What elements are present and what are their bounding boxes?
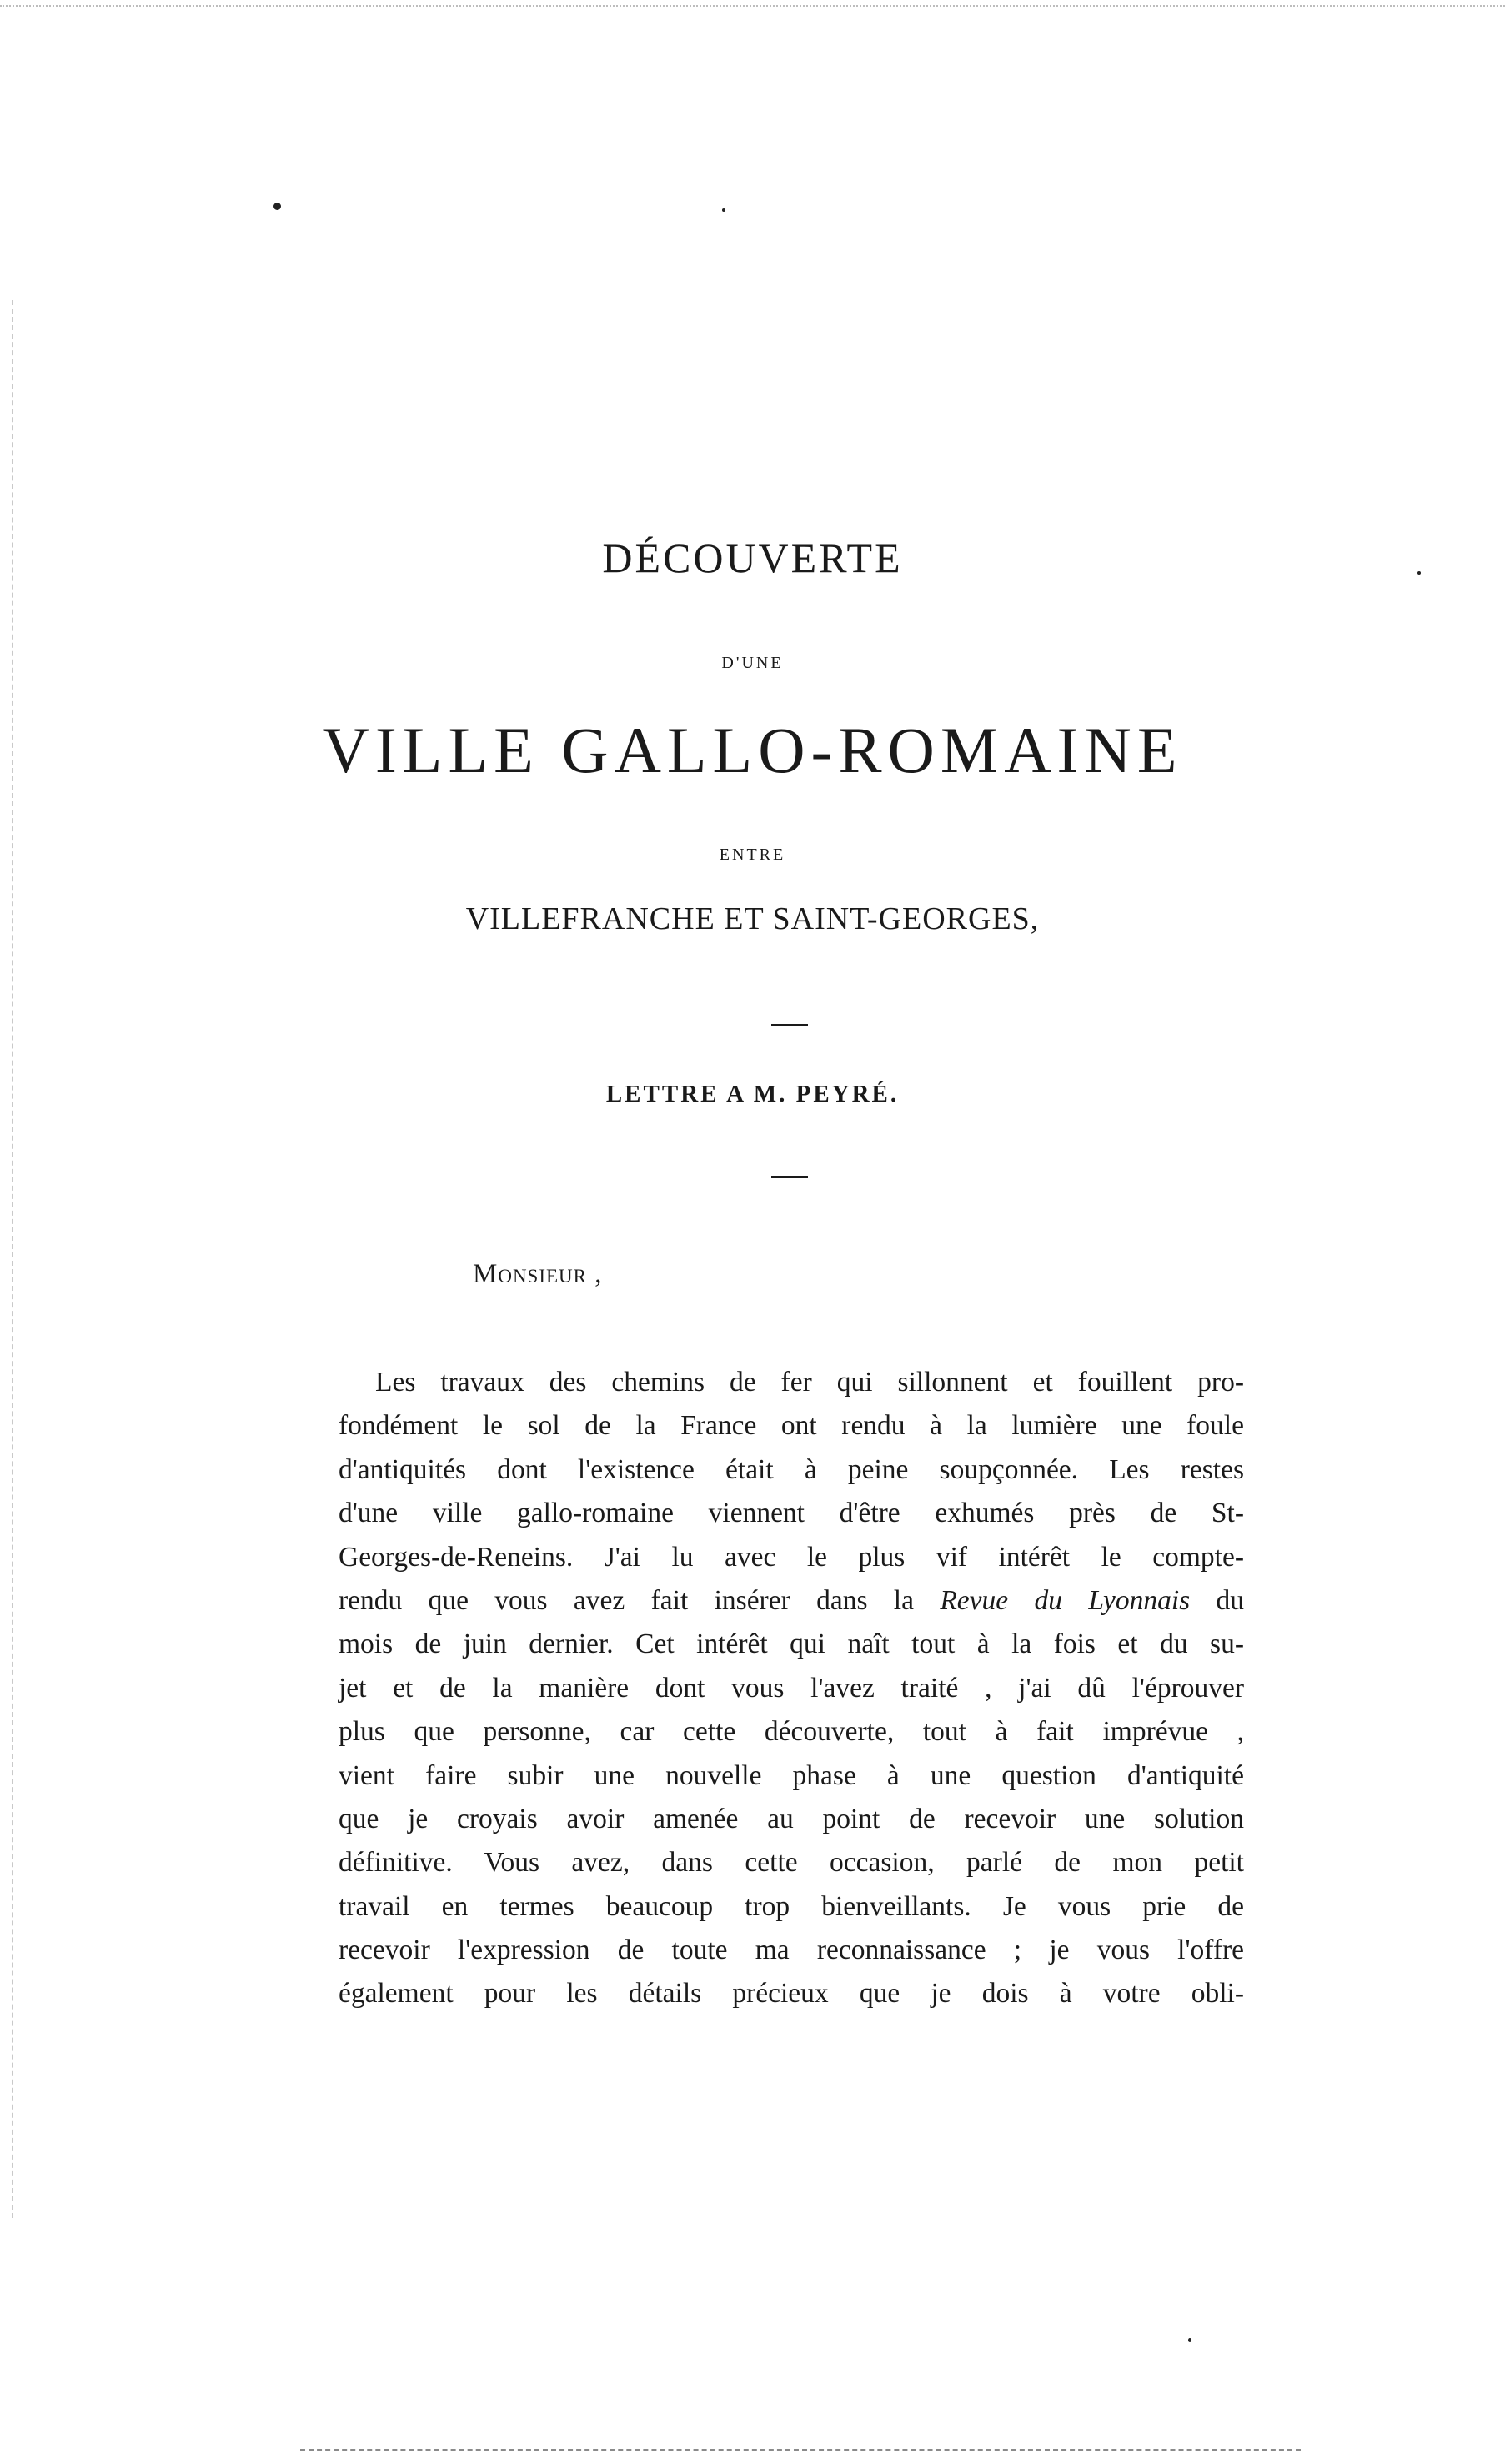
title-ville-gallo-romaine: VILLE GALLO-ROMAINE [322,714,1183,786]
text-segment: du [1216,1584,1245,1616]
letter-body [339,1361,1244,2016]
scan-edge-bottom [300,2449,1301,2452]
salutation: Monsieur , [473,1259,603,1289]
title-entre: ENTRE [719,846,786,864]
separator-rule [771,1176,808,1178]
journal-title: Revue du Lyonnais [940,1584,1191,1616]
text-line: Georges-de-Reneins. J'ai lu avec le plus vif intérêt le compte- [339,1541,1244,1573]
subtitle-lettre: LETTRE A M. PEYRÉ. [605,1081,900,1107]
ink-speck [273,203,281,210]
text-line: d'antiquités dont l'existence était à peine soupçonnée. Les restes [339,1453,1244,1485]
text-segment: rendu que vous avez fait insérer dans la [339,1584,914,1616]
title-decouverte: DÉCOUVERTE [602,534,903,581]
text-line-with-title [339,1579,1244,1623]
title-dune: D'UNE [721,654,784,672]
text-line: que je croyais avoir amenée au point de recevoir une solution [339,1803,1244,1834]
text-line: définitive. Vous avez, dans cette occasion, parlé de mon petit [339,1847,1244,1879]
separator-rule [771,1024,808,1026]
text-line: d'une ville gallo-romaine viennent d'être exhumés près de St- [339,1498,1244,1529]
ink-speck [1188,2338,1191,2342]
text-line: Les travaux des chemins de fer qui sillonnent et fouillent pro- [375,1367,1244,1398]
ink-speck [722,208,725,212]
text-line: vient faire subir une nouvelle phase à une question d'antiquité [339,1759,1244,1791]
scan-edge-left [12,300,15,2218]
text-line: travail en termes beaucoup trop bienveillants. Je vous prie de [339,1890,1244,1922]
text-line: jet et de la manière dont vous l'avez traité , j'ai dû l'éprouver [339,1672,1244,1704]
text-line: fondément le sol de la France ont rendu à la lumière une foule [339,1410,1244,1442]
text-line: également pour les détails précieux que je dois à votre obli- [339,1978,1244,2010]
text-line: plus que personne, car cette découverte, tout à fait imprévue , [339,1716,1244,1748]
scan-edge-top [0,0,1505,7]
text-line: recevoir l'expression de toute ma reconnaissance ; je vous l'offre [339,1935,1244,1966]
title-villefranche-saint-georges: VILLEFRANCHE ET SAINT-GEORGES, [465,901,1040,936]
text-line: mois de juin dernier. Cet intérêt qui naît tout à la fois et du su- [339,1628,1244,1660]
